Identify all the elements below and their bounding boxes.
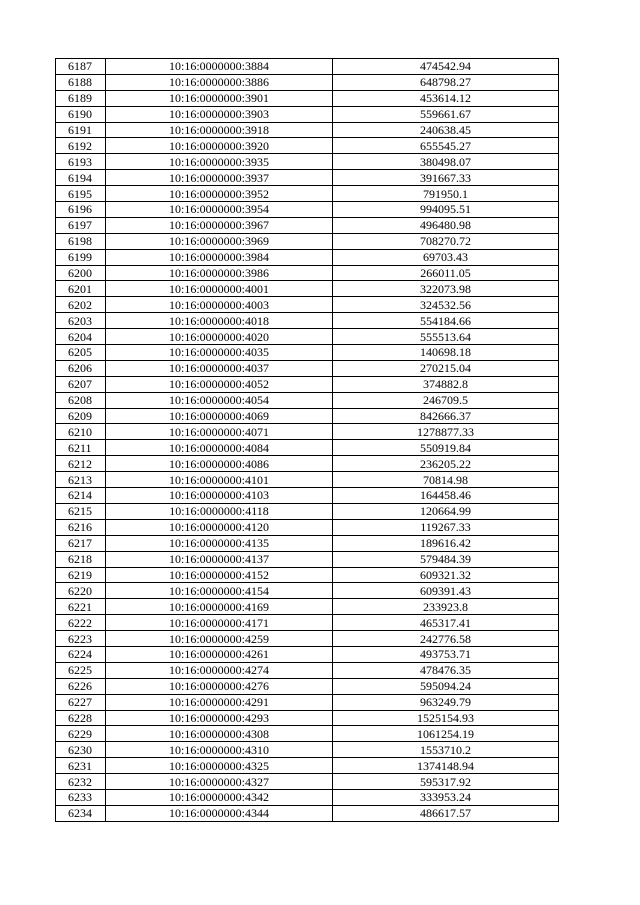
row-number-cell: 6231 <box>56 758 106 774</box>
row-number-cell: 6223 <box>56 631 106 647</box>
row-number-cell: 6194 <box>56 170 106 186</box>
value-cell: 242776.58 <box>333 631 559 647</box>
value-cell: 374882.8 <box>333 376 559 392</box>
table-row <box>56 138 559 154</box>
row-number-cell: 6207 <box>56 376 106 392</box>
table-row <box>56 646 559 662</box>
table-row <box>56 440 559 456</box>
cadastral-number-cell: 10:16:0000000:4120 <box>106 519 333 535</box>
cadastral-number-cell: 10:16:0000000:4118 <box>106 503 333 519</box>
value-cell: 496480.98 <box>333 217 559 233</box>
row-number-cell: 6205 <box>56 345 106 361</box>
table-row <box>56 90 559 106</box>
cadastral-number-cell: 10:16:0000000:3937 <box>106 170 333 186</box>
row-number-cell: 6212 <box>56 456 106 472</box>
table-row <box>56 694 559 710</box>
value-cell: 322073.98 <box>333 281 559 297</box>
table-row <box>56 519 559 535</box>
table-row <box>56 202 559 218</box>
row-number-cell: 6221 <box>56 599 106 615</box>
table-row <box>56 281 559 297</box>
value-cell: 236205.22 <box>333 456 559 472</box>
value-cell: 559661.67 <box>333 106 559 122</box>
cadastral-number-cell: 10:16:0000000:4261 <box>106 646 333 662</box>
table-row <box>56 710 559 726</box>
value-cell: 246709.5 <box>333 392 559 408</box>
value-cell: 1553710.2 <box>333 742 559 758</box>
cadastral-number-cell: 10:16:0000000:4054 <box>106 392 333 408</box>
cadastral-number-cell: 10:16:0000000:4003 <box>106 297 333 313</box>
table-row <box>56 662 559 678</box>
row-number-cell: 6224 <box>56 646 106 662</box>
table-row <box>56 329 559 345</box>
table-row <box>56 360 559 376</box>
table-row <box>56 503 559 519</box>
cadastral-number-cell: 10:16:0000000:4274 <box>106 662 333 678</box>
value-cell: 609391.43 <box>333 583 559 599</box>
value-cell: 486617.57 <box>333 805 559 821</box>
table-row <box>56 313 559 329</box>
table-row <box>56 758 559 774</box>
value-cell: 240638.45 <box>333 122 559 138</box>
value-cell: 453614.12 <box>333 90 559 106</box>
table-row <box>56 106 559 122</box>
value-cell: 1525154.93 <box>333 710 559 726</box>
table-row <box>56 472 559 488</box>
value-cell: 791950.1 <box>333 186 559 202</box>
cadastral-number-cell: 10:16:0000000:3954 <box>106 202 333 218</box>
cadastral-number-cell: 10:16:0000000:4293 <box>106 710 333 726</box>
row-number-cell: 6215 <box>56 503 106 519</box>
cadastral-number-cell: 10:16:0000000:3935 <box>106 154 333 170</box>
row-number-cell: 6197 <box>56 217 106 233</box>
table-row <box>56 551 559 567</box>
value-cell: 609321.32 <box>333 567 559 583</box>
table-row <box>56 535 559 551</box>
cadastral-number-cell: 10:16:0000000:4310 <box>106 742 333 758</box>
value-cell: 655545.27 <box>333 138 559 154</box>
cadastral-number-cell: 10:16:0000000:4071 <box>106 424 333 440</box>
row-number-cell: 6229 <box>56 726 106 742</box>
table-row <box>56 789 559 805</box>
row-number-cell: 6226 <box>56 678 106 694</box>
table-row <box>56 59 559 75</box>
value-cell: 994095.51 <box>333 202 559 218</box>
row-number-cell: 6191 <box>56 122 106 138</box>
value-cell: 120664.99 <box>333 503 559 519</box>
value-cell: 1374148.94 <box>333 758 559 774</box>
value-cell: 555513.64 <box>333 329 559 345</box>
cadastral-number-cell: 10:16:0000000:3918 <box>106 122 333 138</box>
cadastral-number-cell: 10:16:0000000:4276 <box>106 678 333 694</box>
value-cell: 595094.24 <box>333 678 559 694</box>
cadastral-number-cell: 10:16:0000000:4154 <box>106 583 333 599</box>
table-row <box>56 678 559 694</box>
table-row <box>56 726 559 742</box>
row-number-cell: 6201 <box>56 281 106 297</box>
cadastral-number-cell: 10:16:0000000:4291 <box>106 694 333 710</box>
cadastral-number-cell: 10:16:0000000:3901 <box>106 90 333 106</box>
cadastral-number-cell: 10:16:0000000:4101 <box>106 472 333 488</box>
table-row <box>56 488 559 504</box>
cadastral-number-cell: 10:16:0000000:4137 <box>106 551 333 567</box>
table-row <box>56 615 559 631</box>
row-number-cell: 6189 <box>56 90 106 106</box>
cadastral-number-cell: 10:16:0000000:4052 <box>106 376 333 392</box>
row-number-cell: 6198 <box>56 233 106 249</box>
cadastral-number-cell: 10:16:0000000:3984 <box>106 249 333 265</box>
row-number-cell: 6216 <box>56 519 106 535</box>
cadastral-number-cell: 10:16:0000000:3884 <box>106 59 333 75</box>
value-cell: 842666.37 <box>333 408 559 424</box>
row-number-cell: 6190 <box>56 106 106 122</box>
table-row <box>56 186 559 202</box>
table-row <box>56 774 559 790</box>
cadastral-number-cell: 10:16:0000000:4037 <box>106 360 333 376</box>
table-row <box>56 233 559 249</box>
cadastral-value-table <box>55 58 559 822</box>
row-number-cell: 6227 <box>56 694 106 710</box>
table-row <box>56 74 559 90</box>
row-number-cell: 6202 <box>56 297 106 313</box>
table-row <box>56 345 559 361</box>
table-row <box>56 297 559 313</box>
row-number-cell: 6199 <box>56 249 106 265</box>
value-cell: 493753.71 <box>333 646 559 662</box>
table-row <box>56 408 559 424</box>
cadastral-number-cell: 10:16:0000000:4020 <box>106 329 333 345</box>
cadastral-number-cell: 10:16:0000000:3920 <box>106 138 333 154</box>
cadastral-number-cell: 10:16:0000000:3952 <box>106 186 333 202</box>
value-cell: 69703.43 <box>333 249 559 265</box>
value-cell: 478476.35 <box>333 662 559 678</box>
table-row <box>56 170 559 186</box>
cadastral-number-cell: 10:16:0000000:4325 <box>106 758 333 774</box>
table-row <box>56 805 559 821</box>
cadastral-number-cell: 10:16:0000000:4135 <box>106 535 333 551</box>
row-number-cell: 6208 <box>56 392 106 408</box>
table-row <box>56 154 559 170</box>
cadastral-number-cell: 10:16:0000000:4069 <box>106 408 333 424</box>
row-number-cell: 6234 <box>56 805 106 821</box>
row-number-cell: 6192 <box>56 138 106 154</box>
cadastral-number-cell: 10:16:0000000:4018 <box>106 313 333 329</box>
value-cell: 233923.8 <box>333 599 559 615</box>
value-cell: 474542.94 <box>333 59 559 75</box>
value-cell: 648798.27 <box>333 74 559 90</box>
table-row <box>56 249 559 265</box>
cadastral-number-cell: 10:16:0000000:4103 <box>106 488 333 504</box>
row-number-cell: 6233 <box>56 789 106 805</box>
value-cell: 70814.98 <box>333 472 559 488</box>
cadastral-number-cell: 10:16:0000000:3986 <box>106 265 333 281</box>
row-number-cell: 6206 <box>56 360 106 376</box>
value-cell: 391667.33 <box>333 170 559 186</box>
table-row <box>56 265 559 281</box>
row-number-cell: 6187 <box>56 59 106 75</box>
row-number-cell: 6210 <box>56 424 106 440</box>
value-cell: 554184.66 <box>333 313 559 329</box>
value-cell: 550919.84 <box>333 440 559 456</box>
row-number-cell: 6219 <box>56 567 106 583</box>
row-number-cell: 6213 <box>56 472 106 488</box>
cadastral-number-cell: 10:16:0000000:4171 <box>106 615 333 631</box>
value-cell: 266011.05 <box>333 265 559 281</box>
value-cell: 189616.42 <box>333 535 559 551</box>
value-cell: 465317.41 <box>333 615 559 631</box>
row-number-cell: 6200 <box>56 265 106 281</box>
table-row <box>56 583 559 599</box>
value-cell: 140698.18 <box>333 345 559 361</box>
value-cell: 324532.56 <box>333 297 559 313</box>
table-row <box>56 456 559 472</box>
row-number-cell: 6218 <box>56 551 106 567</box>
row-number-cell: 6211 <box>56 440 106 456</box>
cadastral-number-cell: 10:16:0000000:4086 <box>106 456 333 472</box>
value-cell: 579484.39 <box>333 551 559 567</box>
row-number-cell: 6203 <box>56 313 106 329</box>
cadastral-number-cell: 10:16:0000000:4169 <box>106 599 333 615</box>
value-cell: 963249.79 <box>333 694 559 710</box>
cadastral-number-cell: 10:16:0000000:4259 <box>106 631 333 647</box>
cadastral-number-cell: 10:16:0000000:4342 <box>106 789 333 805</box>
cadastral-number-cell: 10:16:0000000:3969 <box>106 233 333 249</box>
row-number-cell: 6193 <box>56 154 106 170</box>
row-number-cell: 6228 <box>56 710 106 726</box>
cadastral-number-cell: 10:16:0000000:4084 <box>106 440 333 456</box>
cadastral-number-cell: 10:16:0000000:3967 <box>106 217 333 233</box>
cadastral-number-cell: 10:16:0000000:3903 <box>106 106 333 122</box>
row-number-cell: 6209 <box>56 408 106 424</box>
table-row <box>56 424 559 440</box>
row-number-cell: 6214 <box>56 488 106 504</box>
cadastral-number-cell: 10:16:0000000:4035 <box>106 345 333 361</box>
table-row <box>56 567 559 583</box>
row-number-cell: 6222 <box>56 615 106 631</box>
table-row <box>56 392 559 408</box>
value-cell: 119267.33 <box>333 519 559 535</box>
table-row <box>56 742 559 758</box>
cadastral-number-cell: 10:16:0000000:4308 <box>106 726 333 742</box>
table-row <box>56 599 559 615</box>
row-number-cell: 6217 <box>56 535 106 551</box>
cadastral-number-cell: 10:16:0000000:4152 <box>106 567 333 583</box>
table-body <box>56 59 559 822</box>
value-cell: 708270.72 <box>333 233 559 249</box>
value-cell: 164458.46 <box>333 488 559 504</box>
cadastral-number-cell: 10:16:0000000:3886 <box>106 74 333 90</box>
table-row <box>56 631 559 647</box>
row-number-cell: 6188 <box>56 74 106 90</box>
value-cell: 1278877.33 <box>333 424 559 440</box>
row-number-cell: 6195 <box>56 186 106 202</box>
value-cell: 270215.04 <box>333 360 559 376</box>
cadastral-number-cell: 10:16:0000000:4327 <box>106 774 333 790</box>
table-row <box>56 217 559 233</box>
cadastral-number-cell: 10:16:0000000:4001 <box>106 281 333 297</box>
table-row <box>56 376 559 392</box>
row-number-cell: 6204 <box>56 329 106 345</box>
row-number-cell: 6225 <box>56 662 106 678</box>
row-number-cell: 6220 <box>56 583 106 599</box>
value-cell: 333953.24 <box>333 789 559 805</box>
row-number-cell: 6232 <box>56 774 106 790</box>
value-cell: 595317.92 <box>333 774 559 790</box>
table-row <box>56 122 559 138</box>
value-cell: 380498.07 <box>333 154 559 170</box>
row-number-cell: 6196 <box>56 202 106 218</box>
row-number-cell: 6230 <box>56 742 106 758</box>
cadastral-number-cell: 10:16:0000000:4344 <box>106 805 333 821</box>
value-cell: 1061254.19 <box>333 726 559 742</box>
